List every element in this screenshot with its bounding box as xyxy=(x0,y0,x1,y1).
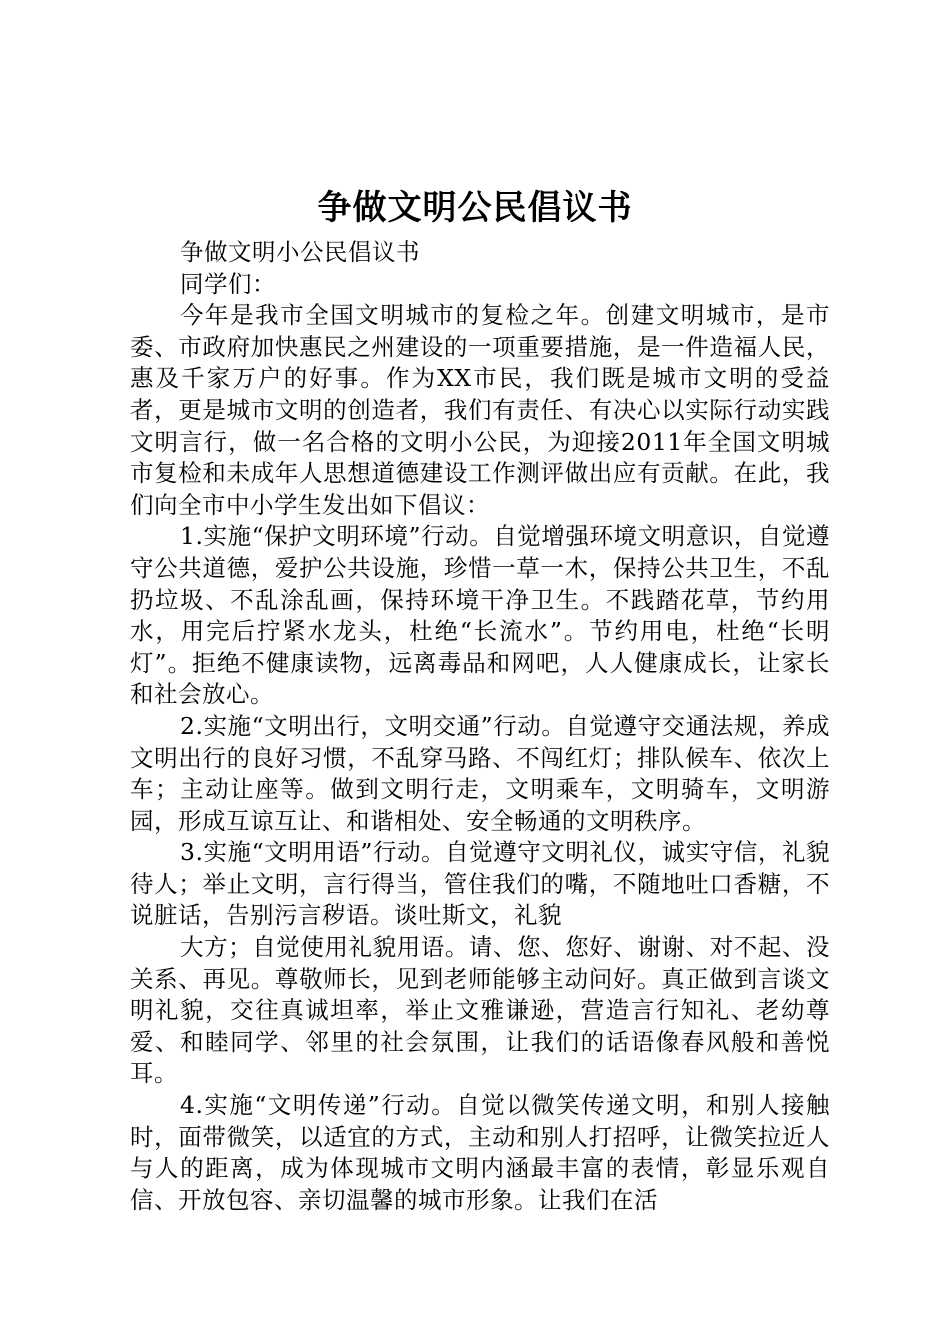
intro-paragraph: 今年是我市全国文明城市的复检之年。创建文明城市，是市委、市政府加快惠民之州建设的一项重要措施，是一件造福人民，惠及千家万户的好事。作为XX市民，我们既是城市文明的受益者，更是城市文明的创造者，我们有责任、有决心以实际行动实践文明言行，做一名合格的文明小公民，为迎接2011年全国文明城市复检和未成年人思想道德建设工作测评做出应有贡献。在此，我们向全市中小学生发出如下倡议： xyxy=(130,301,830,519)
proposal-3-continued-paragraph: 大方；自觉使用礼貌用语。请、您、您好、谢谢、对不起、没关系、再见。尊敬师长，见到老师能够主动问好。真正做到言谈文明礼貌，交往真诚坦率，举止文雅谦逊，营造言行知礼、老幼尊爱、和睦同学、邻里的社会氛围，让我们的话语像春风般和善悦耳。 xyxy=(130,933,830,1088)
proposal-2-paragraph: 2.实施“文明出行，文明交通”行动。自觉遵守交通法规，养成文明出行的良好习惯，不乱穿马路、不闯红灯；排队候车、依次上车；主动让座等。做到文明行走，文明乘车，文明骑车，文明游园，形成互谅互让、和谐相处、安全畅通的文明秩序。 xyxy=(130,711,830,835)
proposal-4-paragraph: 4.实施“文明传递”行动。自觉以微笑传递文明，和别人接触时，面带微笑，以适宜的方式，主动和别人打招呼，让微笑拉近人与人的距离，成为体现城市文明内涵最丰富的表情，彰显乐观自信、开放包容、亲切温馨的城市形象。让我们在活 xyxy=(130,1091,830,1214)
subtitle-paragraph: 争做文明小公民倡议书 xyxy=(180,238,420,266)
document-body xyxy=(130,237,830,1216)
document-title: 争做文明公民倡议书 xyxy=(317,188,633,228)
salutation-paragraph: 同学们： xyxy=(180,269,276,298)
proposal-1-paragraph: 1.实施“保护文明环境”行动。自觉增强环境文明意识，自觉遵守公共道德，爱护公共设施，珍惜一草一木，保持公共卫生，不乱扔垃圾、不乱涂乱画，保持环境干净卫生。不践踏花草，节约用水，用完后拧紧水龙头，杜绝“长流水”。节约用电，杜绝“长明灯”。拒绝不健康读物，远离毒品和网吧，人人健康成长，让家长和社会放心。 xyxy=(130,522,830,709)
proposal-3-paragraph: 3.实施“文明用语”行动。自觉遵守文明礼仪，诚实守信，礼貌待人；举止文明，言行得当，管住我们的嘴，不随地吐口香糖，不说脏话，告别污言秽语。谈吐斯文，礼貌 xyxy=(130,838,830,930)
